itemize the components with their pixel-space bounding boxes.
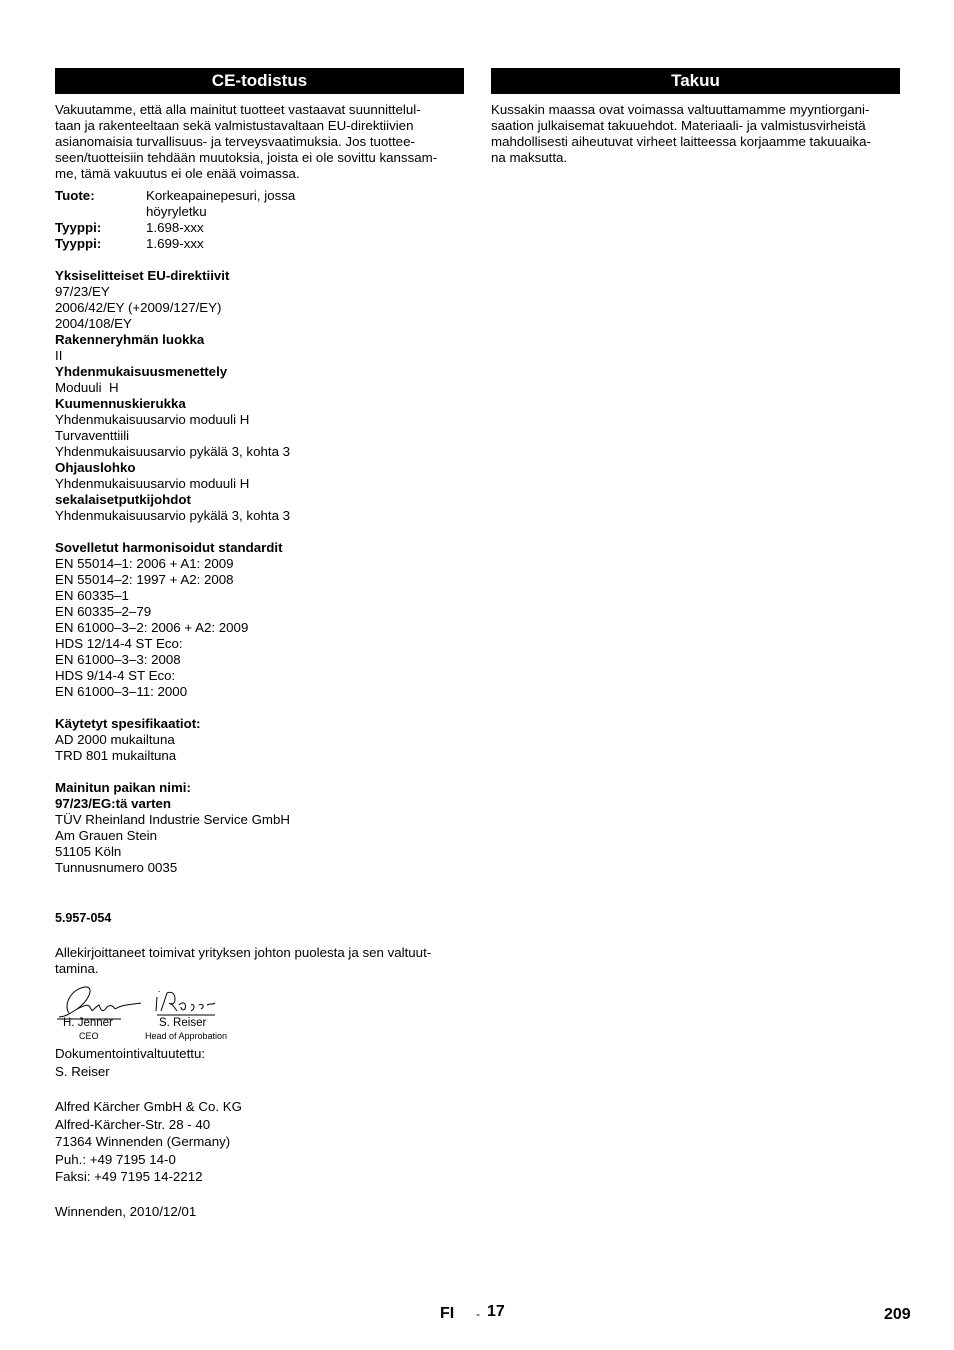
type-label: Tyyppi: — [55, 236, 102, 251]
spacer — [55, 926, 464, 945]
piping-value: Yhdenmukaisuusarvio pykälä 3, kohta 3 — [55, 508, 291, 523]
spec-item: AD 2000 mukailtuna — [55, 732, 175, 747]
signature-block — [55, 983, 464, 1045]
signatory-name: H. Jenner — [63, 1017, 113, 1029]
spacer — [55, 524, 464, 540]
warranty-line: mahdollisesti aiheutuvat virheet laitteessa korjaamme takuuaika- — [491, 134, 871, 149]
type-label: Tyyppi: — [55, 220, 102, 235]
standard-item: EN 55014–1: 2006 + A1: 2009 — [55, 556, 234, 571]
piping-heading: sekalaisetputkijohdot — [55, 492, 191, 507]
warranty-line: na maksutta. — [491, 150, 568, 165]
type-value: 1.698-xxx — [146, 220, 204, 235]
standards-block — [55, 540, 464, 700]
product-value — [146, 188, 295, 220]
standard-item: EN 60335–2–79 — [55, 604, 152, 619]
spec-item: TRD 801 mukailtuna — [55, 748, 177, 763]
ce-declaration-header: CE-todistus — [55, 68, 464, 94]
company-line: Alfred Kärcher GmbH & Co. KG — [55, 1099, 242, 1114]
intro-line: asianomaisia turvallisuus- ja terveysvaatimuksia. Jos tuottee- — [55, 134, 415, 149]
signatory-title: Head of Approbation — [145, 1031, 228, 1041]
documentation-name: S. Reiser — [55, 1064, 110, 1079]
control-block-heading: Ohjauslohko — [55, 460, 136, 475]
footer-language: FI — [440, 1305, 455, 1322]
company-line: Alfred-Kärcher-Str. 28 - 40 — [55, 1116, 211, 1132]
product-value-line: Korkeapainepesuri, jossa — [146, 188, 296, 203]
spacer — [55, 876, 464, 910]
category-heading: Rakenneryhmän luokka — [55, 332, 205, 347]
standard-item: EN 61000–3–3: 2008 — [55, 652, 181, 667]
product-table — [55, 188, 295, 252]
spacer — [55, 1186, 464, 1204]
signatories-line: Allekirjoittaneet toimivat yrityksen johton puolesta ja sen valtuut- — [55, 945, 432, 960]
intro-line: taan ja rakenteeltaan sekä valmistustavaltaan EU-direktiivien — [55, 118, 414, 133]
company-address-block — [55, 1098, 464, 1186]
document-number: 5.957-054 — [55, 911, 112, 925]
product-value-line: höyryletku — [146, 204, 207, 219]
footer-page-number: 209 — [884, 1306, 911, 1323]
directive-item: 2004/108/EY — [55, 316, 132, 331]
directive-item: 97/23/EY — [55, 284, 110, 299]
footer-dash: - — [476, 1307, 480, 1321]
spacer — [55, 764, 464, 780]
standard-item: HDS 12/14-4 ST Eco: — [55, 636, 183, 651]
ce-intro-paragraph — [55, 102, 464, 182]
spacer — [55, 252, 464, 268]
company-line: 71364 Winnenden (Germany) — [55, 1134, 231, 1149]
heating-coil-line: Yhdenmukaisuusarvio moduuli H — [55, 412, 250, 427]
standard-item: EN 60335–1 — [55, 588, 129, 603]
standard-item: EN 61000–3–2: 2006 + A2: 2009 — [55, 620, 249, 635]
heating-coil-line: Yhdenmukaisuusarvio pykälä 3, kohta 3 — [55, 444, 291, 459]
warranty-paragraph — [491, 102, 900, 166]
notified-body-line: 51105 Köln — [55, 844, 122, 859]
signature-reiser-icon — [153, 983, 223, 1019]
spacer — [55, 1081, 464, 1098]
documentation-block — [55, 1045, 464, 1081]
warranty-line: Kussakin maassa ovat voimassa valtuuttamamme myyntiorgani- — [491, 102, 870, 117]
notified-body-subheading: 97/23/EG:tä varten — [55, 796, 172, 811]
warranty-header: Takuu — [491, 68, 900, 94]
procedure-value: Moduuli H — [55, 380, 119, 395]
category-value: II — [55, 348, 63, 363]
standard-item: HDS 9/14-4 ST Eco: — [55, 668, 176, 683]
warranty-column — [491, 68, 900, 166]
specs-block — [55, 716, 464, 764]
directive-item: 2006/42/EY (+2009/127/EY) — [55, 300, 222, 315]
company-line: Faksi: +49 7195 14-2212 — [55, 1169, 203, 1184]
signatory-name: S. Reiser — [159, 1017, 207, 1029]
signatories-paragraph — [55, 945, 464, 977]
notified-body-line: TÜV Rheinland Industrie Service GmbH — [55, 812, 291, 827]
type-value: 1.699-xxx — [146, 236, 204, 251]
company-line: Puh.: +49 7195 14-0 — [55, 1151, 176, 1167]
spacer — [55, 700, 464, 716]
product-label: Tuote: — [55, 188, 95, 203]
control-block-value: Yhdenmukaisuusarvio moduuli H — [55, 476, 250, 491]
documentation-label: Dokumentointivaltuutettu: — [55, 1046, 206, 1061]
notified-body-line: Am Grauen Stein — [55, 828, 157, 843]
intro-line: me, tämä vakuutus ei ole enää voimassa. — [55, 166, 300, 181]
type-row — [55, 236, 295, 252]
signatory-title: CEO — [79, 1031, 99, 1041]
intro-line: Vakuutamme, että alla mainitut tuotteet vastaavat suunnittelul- — [55, 102, 421, 117]
notified-body-line: Tunnusnumero 0035 — [55, 860, 178, 875]
directives-heading: Yksiselitteiset EU-direktiivit — [55, 268, 230, 283]
signatories-line: tamina. — [55, 961, 99, 976]
place-date: Winnenden, 2010/12/01 — [55, 1203, 197, 1219]
warranty-line: saation julkaisemat takuuehdot. Materiaali- ja valmistusvirheistä — [491, 118, 866, 133]
intro-line: seen/tuotteisiin tehdään muutoksia, joista ei ole sovittu kanssam- — [55, 150, 438, 165]
notified-body-heading: Mainitun paikan nimi: — [55, 780, 191, 795]
standard-item: EN 55014–2: 1997 + A2: 2008 — [55, 572, 234, 587]
standards-heading: Sovelletut harmonisoidut standardit — [55, 540, 283, 555]
standard-item: EN 61000–3–11: 2000 — [55, 684, 188, 699]
notified-body-block — [55, 780, 464, 876]
footer-section-page: 17 — [487, 1303, 505, 1320]
heating-coil-heading: Kuumennuskierukka — [55, 396, 186, 411]
specs-heading: Käytetyt spesifikaatiot: — [55, 716, 201, 731]
product-row — [55, 188, 295, 220]
heating-coil-line: Turvaventtiili — [55, 428, 130, 443]
procedure-heading: Yhdenmukaisuusmenettely — [55, 364, 228, 379]
ce-declaration-column — [55, 68, 464, 1220]
directives-block — [55, 268, 464, 524]
type-row — [55, 220, 295, 236]
